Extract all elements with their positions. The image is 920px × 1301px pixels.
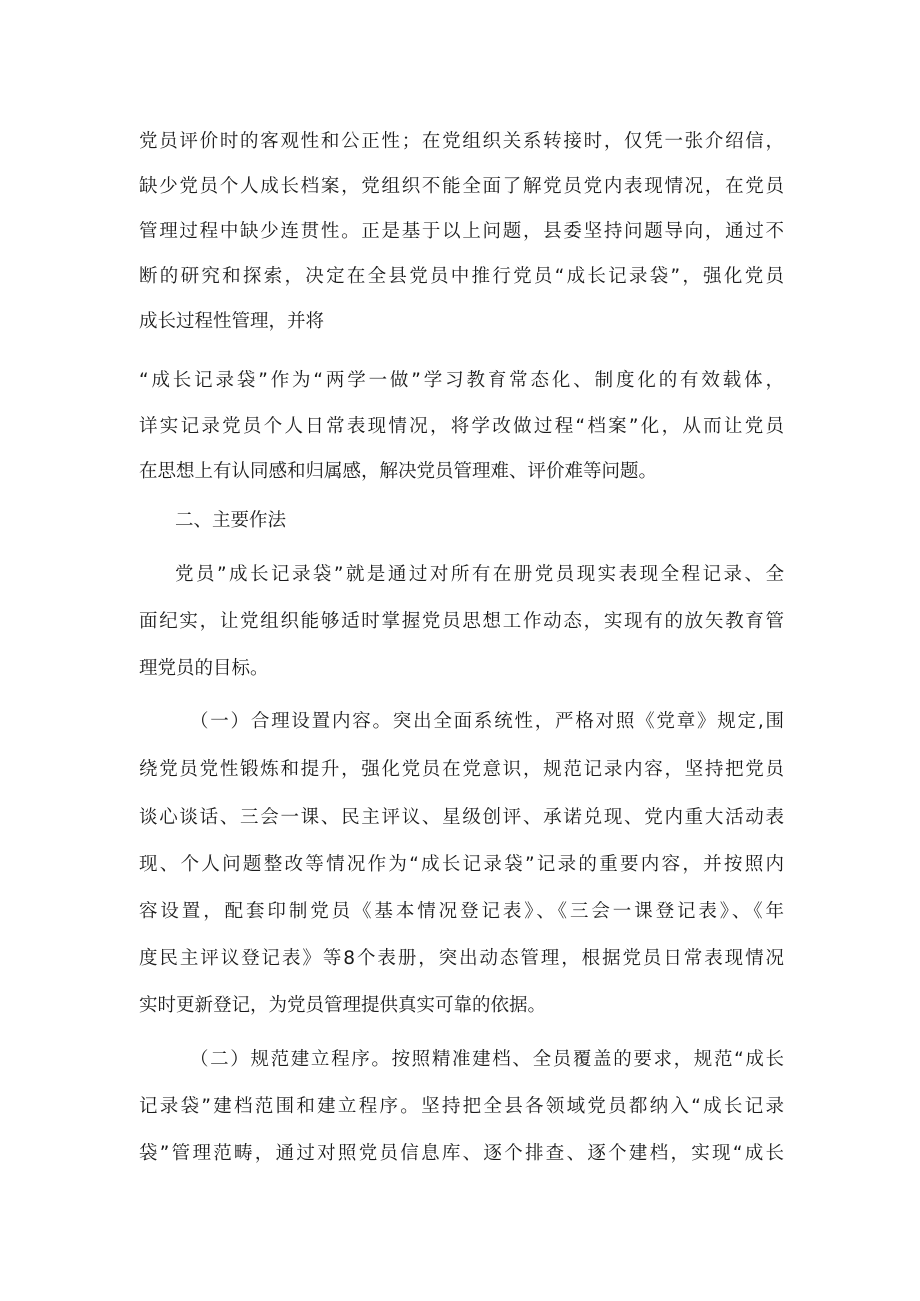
paragraph-4-line-5: 容设置，配套印制党员《基本情况登记表》、《三会一课登记表》、《年 <box>139 901 784 922</box>
paragraph-5-line-3: 袋”管理范畴，通过对照党员信息库、逐个排查、逐个建档，实现“成长 <box>139 1143 784 1164</box>
paragraph-1-line-4: 断的研究和探索，决定在全县党员中推行党员“成长记录袋”，强化党员 <box>139 266 784 287</box>
paragraph-4-line-6: 度民主评议登记表》等8个表册，突出动态管理，根据党员日常表现情况 <box>139 948 784 969</box>
paragraph-1-line-1: 党员评价时的客观性和公正性；在党组织关系转接时，仅凭一张介绍信， <box>139 131 784 152</box>
paragraph-3-line-1: 党员”成长记录袋”就是通过对所有在册党员现实表现全程记录、全 <box>175 564 784 585</box>
paragraph-5-line-1: （二）规范建立程序。按照精准建档、全员覆盖的要求，规范“成长 <box>190 1049 784 1070</box>
paragraph-4-line-1: （一）合理设置内容。突出全面系统性，严格对照《党章》规定,围 <box>190 711 784 732</box>
paragraph-4-line-3: 谈心谈话、三会一课、民主评议、星级创评、承诺兑现、党内重大活动表 <box>139 807 784 828</box>
section-heading: 二、主要作法 <box>175 510 287 531</box>
paragraph-4-line-4: 现、个人问题整改等情况作为“成长记录袋”记录的重要内容，并按照内 <box>139 854 784 875</box>
paragraph-1-line-3: 管理过程中缺少连贯性。正是基于以上问题，县委坚持问题导向，通过不 <box>139 221 784 242</box>
paragraph-4-line-7: 实时更新登记，为党员管理提供真实可靠的依据。 <box>139 995 547 1016</box>
paragraph-1-line-2: 缺少党员个人成长档案，党组织不能全面了解党员党内表现情况，在党员 <box>139 176 784 197</box>
paragraph-2-line-2: 详实记录党员个人日常表现情况，将学改做过程“档案”化，从而让党员 <box>139 416 784 437</box>
paragraph-5-line-2: 记录袋”建档范围和建立程序。坚持把全县各领域党员都纳入“成长记录 <box>139 1096 784 1117</box>
paragraph-2-line-1: “成长记录袋”作为“两学一做”学习教育常态化、制度化的有效载体， <box>139 370 784 391</box>
paragraph-4-line-2: 绕党员党性锻炼和提升，强化党员在党意识，规范记录内容，坚持把党员 <box>139 759 784 780</box>
paragraph-3-line-3: 理党员的目标。 <box>139 658 269 679</box>
paragraph-1-line-5: 成长过程性管理，并将 <box>139 311 325 332</box>
paragraph-2-line-3: 在思想上有认同感和归属感，解决党员管理难、评价难等问题。 <box>139 461 658 482</box>
paragraph-3-line-2: 面纪实，让党组织能够适时掌握党员思想工作动态，实现有的放矢教育管 <box>139 611 784 632</box>
